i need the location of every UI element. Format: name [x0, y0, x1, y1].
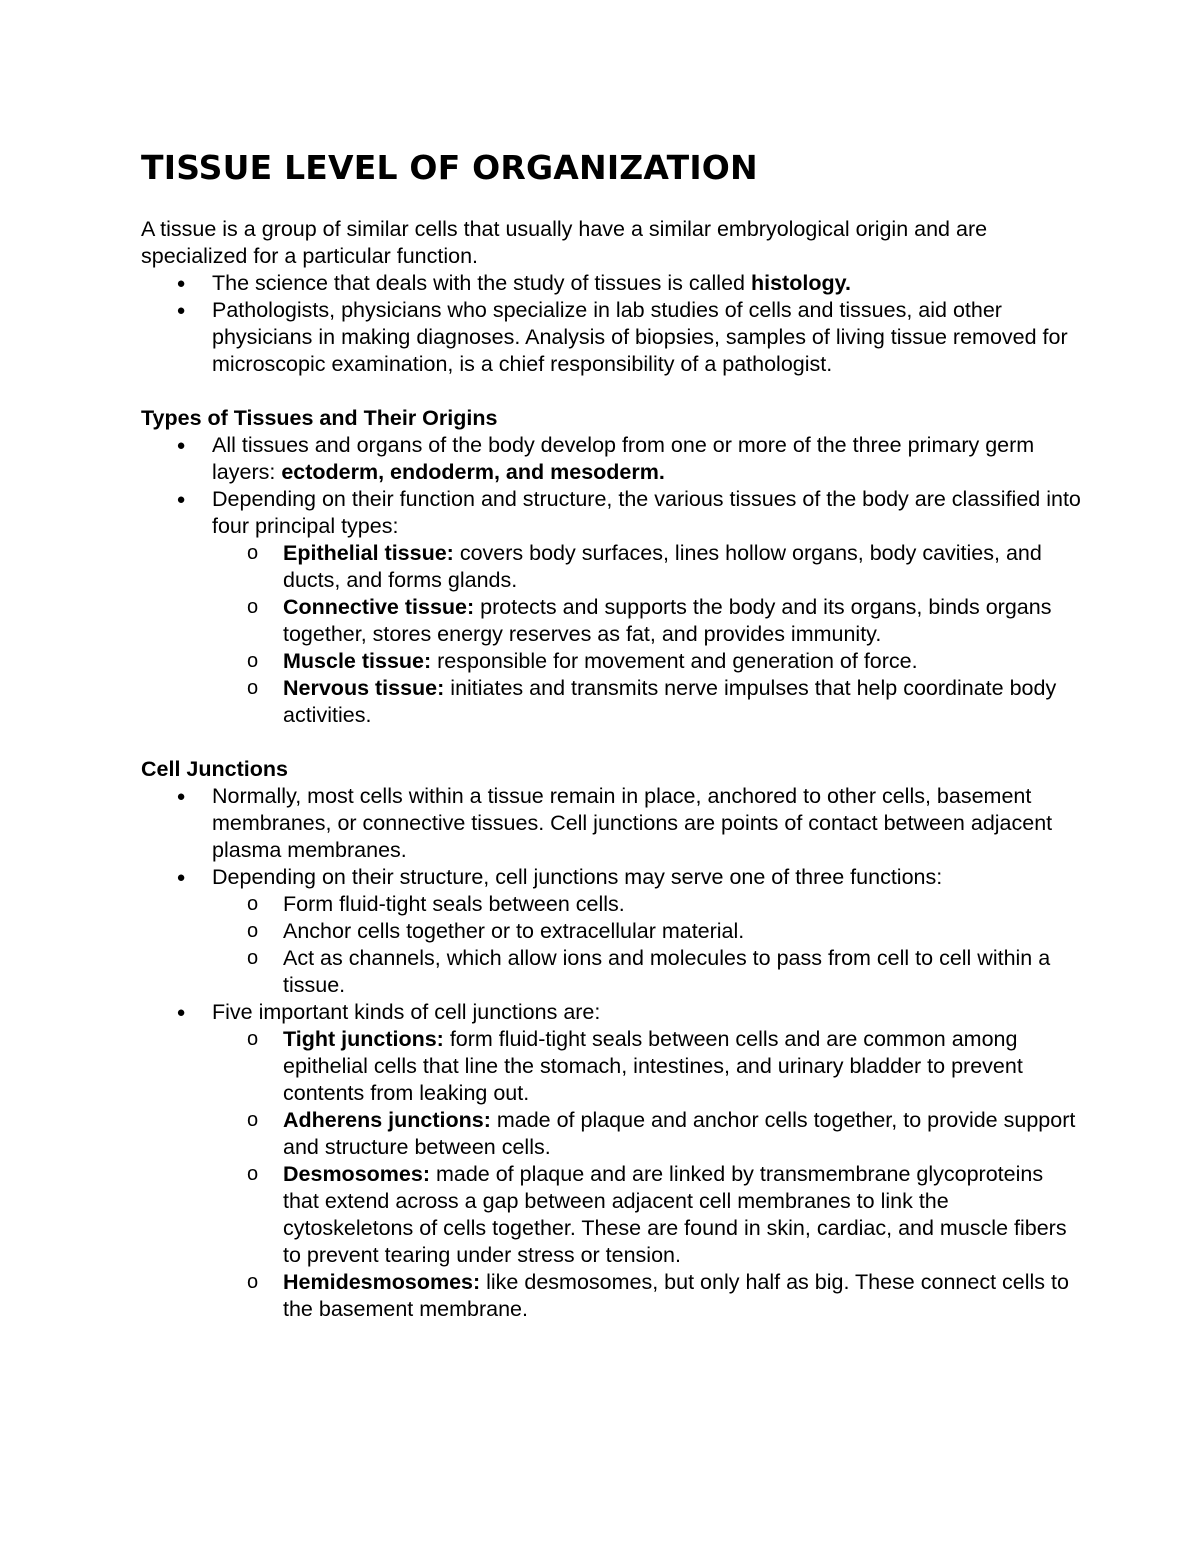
intro-bullet-list — [141, 270, 1081, 378]
sub-bullet-icon: o — [247, 1271, 259, 1293]
list-item — [247, 1026, 1081, 1107]
sub-bullet-icon: o — [247, 1028, 259, 1050]
bold-term: Nervous tissue: — [283, 676, 445, 700]
intro-paragraph: A tissue is a group of similar cells that usually have a similar embryological origin and are specialized for a particular function. — [141, 217, 988, 268]
item-description: protects and supports the body and its organs, binds organs together, stores energy reserves as fat, and provides immunity. — [283, 595, 1052, 646]
bold-term: Epithelial tissue: — [283, 541, 454, 565]
list-item — [247, 945, 1081, 999]
bullet-text: The science that deals with the study of tissues is called — [212, 271, 751, 295]
sub-bullet-icon: o — [247, 947, 259, 969]
bold-term: Muscle tissue: — [283, 649, 432, 673]
bold-term: Connective tissue: — [283, 595, 475, 619]
list-item — [176, 297, 1081, 378]
sub-bullet-icon: o — [247, 1163, 259, 1185]
list-item — [247, 648, 1081, 675]
bold-term: ectoderm, endoderm, and mesoderm. — [281, 460, 665, 484]
list-item — [247, 1107, 1081, 1161]
bold-term: Adherens junctions: — [283, 1108, 491, 1132]
item-text: Anchor cells together or to extracellular material. — [283, 919, 745, 943]
bullet-icon: ● — [176, 275, 186, 292]
bullet-text: Five important kinds of cell junctions are: — [212, 1000, 601, 1024]
bullet-text: All tissues and organs of the body develop from one or more of the three primary germ layers: — [212, 433, 1035, 484]
bullet-icon: ● — [176, 437, 186, 454]
list-item — [247, 891, 1081, 918]
document-page — [141, 148, 1081, 1323]
bullet-text: Pathologists, physicians who specialize in lab studies of cells and tissues, aid other physicians in making diagnoses. Analysis of biopsies, samples of living tissue removed for microscopic examination, is a chief responsibility of a pathologist. — [212, 298, 1068, 376]
list-item — [176, 783, 1081, 864]
item-description: made of plaque and are linked by transmembrane glycoproteins that extend across a gap between adjacent cell membranes to link the cytoskeletons of cells together. These are found in skin, cardiac, and muscle fibers to prevent tearing under stress or tension. — [283, 1162, 1067, 1267]
section-heading-junctions: Cell Junctions — [141, 757, 288, 781]
junctions-bullet-list — [141, 783, 1081, 1323]
item-description: form fluid-tight seals between cells and are common among epithelial cells that line the stomach, intestines, and urinary bladder to prevent contents from leaking out. — [283, 1027, 1023, 1105]
bullet-text: Normally, most cells within a tissue remain in place, anchored to other cells, basement membranes, or connective tissues. Cell junctions are points of contact between adjacent plasma membranes. — [212, 784, 1053, 862]
list-item — [176, 864, 1081, 999]
list-item — [176, 999, 1081, 1323]
sub-bullet-icon: o — [247, 650, 259, 672]
sub-bullet-icon: o — [247, 542, 259, 564]
item-description: initiates and transmits nerve impulses that help coordinate body activities. — [283, 676, 1057, 727]
list-item — [247, 918, 1081, 945]
sub-bullet-icon: o — [247, 1109, 259, 1131]
item-description: made of plaque and anchor cells together, to provide support and structure between cells. — [283, 1108, 1076, 1159]
bullet-icon: ● — [176, 788, 186, 805]
sub-bullet-icon: o — [247, 677, 259, 699]
bullet-text: Depending on their structure, cell junctions may serve one of three functions: — [212, 865, 943, 889]
bold-term: Tight junctions: — [283, 1027, 444, 1051]
list-item — [247, 1269, 1081, 1323]
list-item — [247, 1161, 1081, 1269]
item-description: covers body surfaces, lines hollow organs, body cavities, and ducts, and forms glands. — [283, 541, 1042, 592]
junction-kinds-list — [212, 1026, 1081, 1323]
sub-bullet-icon: o — [247, 596, 259, 618]
item-description: like desmosomes, but only half as big. These connect cells to the basement membrane. — [283, 1270, 1069, 1321]
section-heading-types: Types of Tissues and Their Origins — [141, 406, 498, 430]
list-item — [247, 675, 1081, 729]
item-text: Act as channels, which allow ions and molecules to pass from cell to cell within a tissue. — [283, 946, 1051, 997]
item-description: responsible for movement and generation of force. — [431, 649, 918, 673]
bullet-icon: ● — [176, 491, 186, 508]
list-item — [247, 594, 1081, 648]
item-text: Form fluid-tight seals between cells. — [283, 892, 625, 916]
junction-functions-list — [212, 891, 1081, 999]
tissue-types-list — [212, 540, 1081, 729]
types-bullet-list — [141, 432, 1081, 729]
list-item — [176, 432, 1081, 486]
list-item — [247, 540, 1081, 594]
bold-term: Hemidesmosomes: — [283, 1270, 481, 1294]
bullet-text: Depending on their function and structure, the various tissues of the body are classified into four principal types: — [212, 487, 1081, 538]
bullet-icon: ● — [176, 302, 186, 319]
list-item — [176, 486, 1081, 729]
page-title: TISSUE LEVEL OF ORGANIZATION — [141, 148, 758, 187]
bold-term: Desmosomes: — [283, 1162, 430, 1186]
list-item — [176, 270, 1081, 297]
sub-bullet-icon: o — [247, 920, 259, 942]
bullet-icon: ● — [176, 1004, 186, 1021]
bold-term: histology. — [750, 271, 851, 295]
bullet-icon: ● — [176, 869, 186, 886]
sub-bullet-icon: o — [247, 893, 259, 915]
